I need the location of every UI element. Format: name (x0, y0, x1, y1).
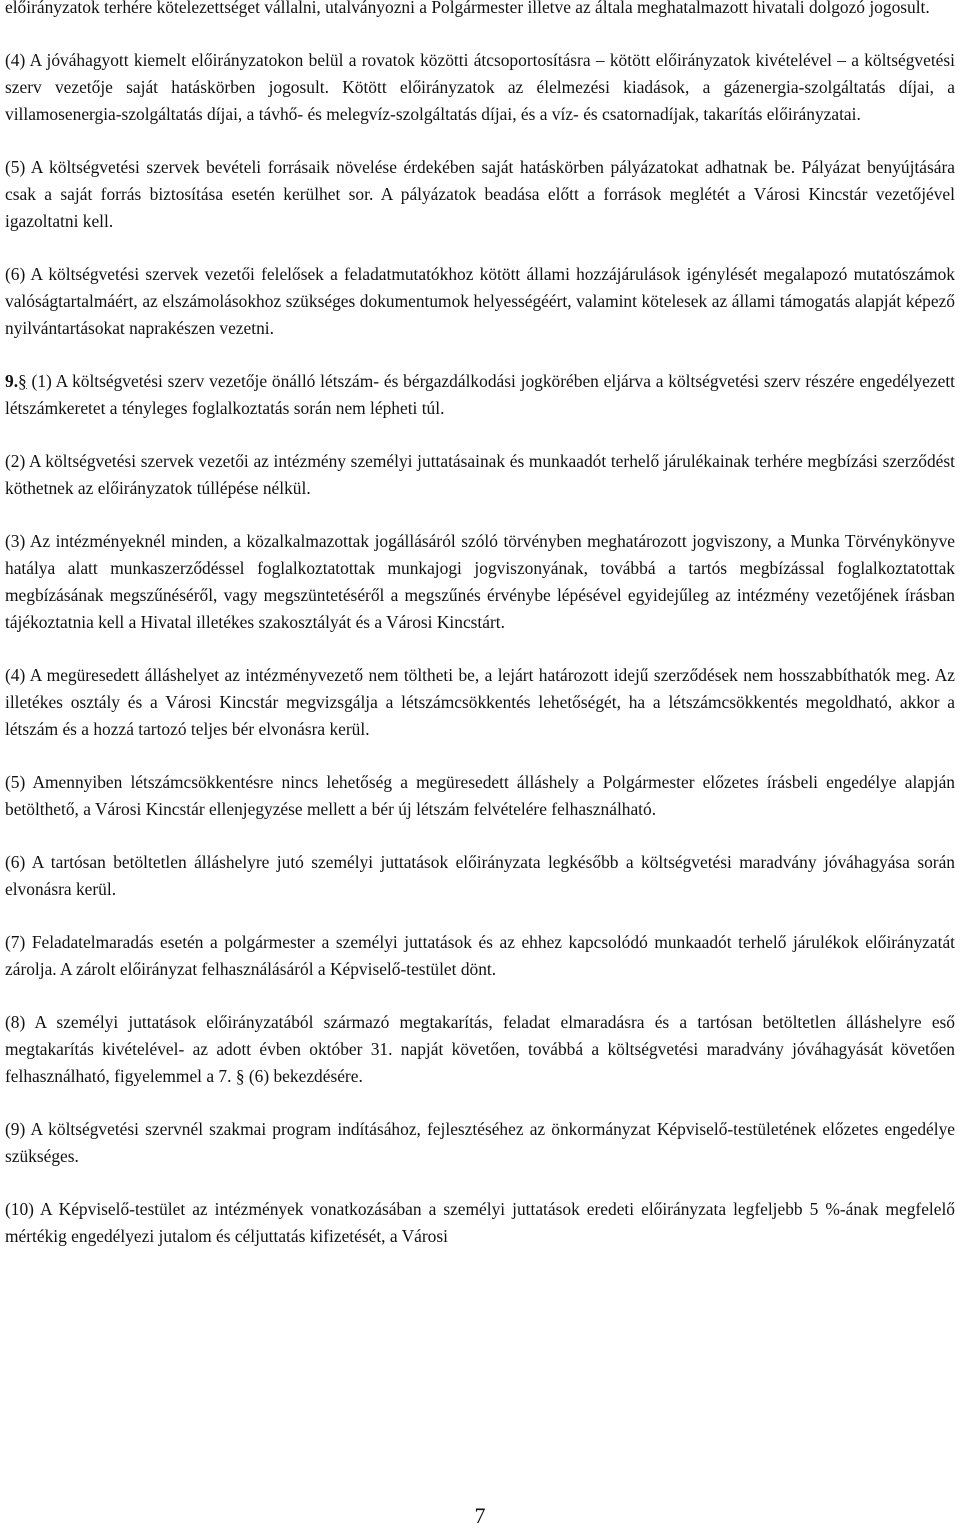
section-9-paragraph-7: (7) Feladatelmaradás esetén a polgármester a személyi juttatások és az ehhez kapcsolódó munkaadót terhelő járulékok előirányzatát zárolja. A zárolt előirányzat felhasználásáról a Képviselő-testület dönt. (5, 932, 955, 979)
paragraph-continuation: előirányzatok terhére kötelezettséget vállalni, utalványozni a Polgármester illetve az általa meghatalmazott hivatali dolgozó jogosult. (5, 0, 930, 17)
section-9-paragraph-10: (10) A Képviselő-testület az intézmények vonatkozásában a személyi juttatások eredeti előirányzata legfeljebb 5 %-ának megfelelő mértékig engedélyezi jutalom és céljuttatás kifizetését, a Városi (5, 1199, 955, 1246)
section-9-paragraph-2: (2) A költségvetési szervek vezetői az intézmény személyi juttatásainak és munkaadót terhelő járulékainak terhére megbízási szerződést köthetnek az előirányzatok túllépése nélkül. (5, 451, 955, 498)
section-number: 9. (5, 371, 19, 391)
section-9-paragraph-1-text: (1) A költségvetési szerv vezetője önálló létszám- és bérgazdálkodási jogkörében eljárva a költségvetési szerv részére engedélyezett létszámkeretet a tényleges foglalkoztatás során nem lépheti túl. (5, 371, 955, 418)
section-9-paragraph-8: (8) A személyi juttatások előirányzatából származó megtakarítás, feladat elmaradásra és a tartósan betöltetlen álláshelyre eső megtakarítás kivételével- az adott évben október 31. napját követően, továbbá a költségvetési maradvány jóváhagyását követően felhasználható, figyelemmel a 7. § (6) bekezdésére. (5, 1012, 955, 1086)
paragraph-4-reallocation: (4) A jóváhagyott kiemelt előirányzatokon belül a rovatok közötti átcsoportosításra – kötött előirányzatok kivételével – a költségvetési szerv vezetője saját hatáskörben jogosult. Kötött előirányzatok az élelmezési kiadások, a gázenergia-szolgáltatás díjai, a villamosenergia-szolgáltatás díjai, a távhő- és melegvíz-szolgáltatás díjai, és a víz- és csatornadíjak, takarítás előirányzatai. (5, 50, 955, 124)
section-9-paragraph-4: (4) A megüresedett álláshelyet az intézményvezető nem töltheti be, a lejárt határozott idejű szerződések nem hosszabbíthatók meg. Az illetékes osztály és a Városi Kincstár megvizsgálja a létszámcsökkentés lehetőségét, ha a létszámcsökkentés megoldható, akkor a létszám és a hozzá tartozó teljes bér elvonásra kerül. (5, 665, 955, 739)
section-9-paragraph-3: (3) Az intézményeknél minden, a közalkalmazottak jogállásáról szóló törvényben meghatározott jogviszony, a Munka Törvénykönyve hatálya alatt munkaszerződéssel foglalkoztatottak munkajogi jogviszonyának, továbbá a tartós megbízással foglalkoztatottak megbízásának megszűnéséről, vagy megszüntetéséről a megszűnés érvénybe lépésével egyidejűleg az intézmény vezetőjének írásban tájékoztatnia kell a Hivatal illetékes szakosztályát és a Városi Kincstárt. (5, 531, 955, 632)
section-9-paragraph-5: (5) Amennyiben létszámcsökkentésre nincs lehetőség a megüresedett álláshely a Polgármester előzetes írásbeli engedélye alapján betölthető, a Városi Kincstár ellenjegyzése mellett a bér új létszám felvételére felhasználható. (5, 772, 955, 819)
document-body (5, 0, 955, 1250)
section-sign: § (18, 371, 27, 391)
paragraph-6-responsibility: (6) A költségvetési szervek vezetői felelősek a feladatmutatókhoz kötött állami hozzájárulások igénylését megalapozó mutatószámok valóságtartalmáért, az elszámolásokhoz szükséges dokumentumok helyességéért, valamint kötelesek az állami támogatás alapját képező nyilvántartásokat naprakészen vezetni. (5, 264, 955, 338)
section-9-paragraph-9: (9) A költségvetési szervnél szakmai program indításához, fejlesztéséhez az önkormányzat Képviselő-testületének előzetes engedélye szükséges. (5, 1119, 955, 1166)
section-9-paragraph-1 (5, 368, 955, 422)
paragraph-5-tenders: (5) A költségvetési szervek bevételi forrásaik növelése érdekében saját hatáskörben pályázatokat adhatnak be. Pályázat benyújtására csak a saját forrás biztosítása esetén kerülhet sor. A pályázatok beadása előtt a források meglétét a Városi Kincstár vezetőjével igazoltatni kell. (5, 157, 955, 231)
page-number: 7 (474, 1503, 486, 1528)
section-9-paragraph-6: (6) A tartósan betöltetlen álláshelyre jutó személyi juttatások előirányzata legkésőbb a költségvetési maradvány jóváhagyása során elvonásra kerül. (5, 852, 955, 899)
